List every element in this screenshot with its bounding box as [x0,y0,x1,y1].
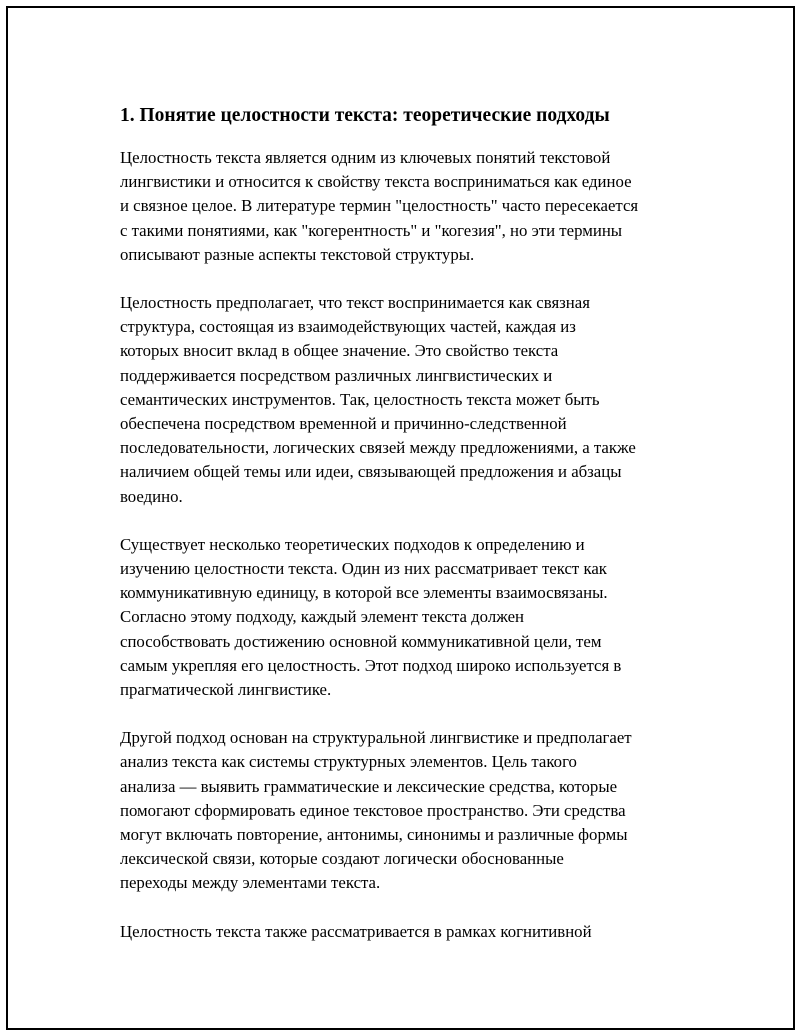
text-line: семантических инструментов. Так, целостность текста может быть [120,389,600,409]
paragraph-5 [120,920,700,944]
paragraph-2 [120,291,700,509]
paragraph-1 [120,146,700,267]
text-line: прагматической лингвистике. [120,680,332,700]
text-line: анализа — выявить грамматические и лексические средства, которые [120,776,618,796]
text-line: структура, состоящая из взаимодействующих частей, каждая из [120,317,576,337]
text-line: и связное целое. В литературе термин "целостность" часто пересекается [120,196,639,216]
text-line: изучению целостности текста. Один из них рассматривает текст как [120,559,607,579]
text-line: лексической связи, которые создают логически обоснованные [120,849,564,869]
paragraph-3 [120,533,700,702]
text-line: наличием общей темы или идеи, связывающей предложения и абзацы [120,462,622,482]
text-line: Существует несколько теоретических подходов к определению и [120,534,585,554]
text-line: последовательности, логических связей между предложениями, а также [120,438,636,458]
paragraph-4 [120,726,700,895]
text-line: анализ текста как системы структурных элементов. Цель такого [120,752,577,772]
text-line: могут включать повторение, антонимы, синонимы и различные формы [120,825,628,845]
text-line: Целостность текста является одним из ключевых понятий текстовой [120,148,611,167]
text-line: обеспечена посредством временной и причинно-следственной [120,414,567,434]
text-line: Целостность предполагает, что текст воспринимается как связная [120,293,590,313]
text-line: Согласно этому подходу, каждый элемент текста должен [120,607,525,627]
text-line: с такими понятиями, как "когерентность" и "когезия", но эти термины [120,220,623,240]
text-line: самым укрепляя его целостность. Этот подход широко используется в [120,655,622,675]
text-line: воедино. [120,486,183,506]
text-line: которых вносит вклад в общее значение. Это свойство текста [120,341,559,361]
text-line: Другой подход основан на структуральной лингвистике и предполагает [120,728,632,748]
text-line: способствовать достижению основной коммуникативной цели, тем [120,631,602,651]
text-line: Целостность текста также рассматривается в рамках когнитивной [120,921,592,941]
section-heading: 1. Понятие целостности текста: теоретические подходы [120,105,610,126]
page-frame [6,6,795,1030]
text-line: поддерживается посредством различных лингвистических и [120,365,553,385]
text-line: коммуникативную единицу, в которой все элементы взаимосвязаны. [120,583,608,603]
text-line: описывают разные аспекты текстовой структуры. [120,244,475,264]
text-line: лингвистики и относится к свойству текста восприниматься как единое [120,172,632,192]
document-body [120,102,700,968]
text-line: помогают сформировать единое текстовое пространство. Эти средства [120,800,626,820]
text-line: переходы между элементами текста. [120,873,381,893]
